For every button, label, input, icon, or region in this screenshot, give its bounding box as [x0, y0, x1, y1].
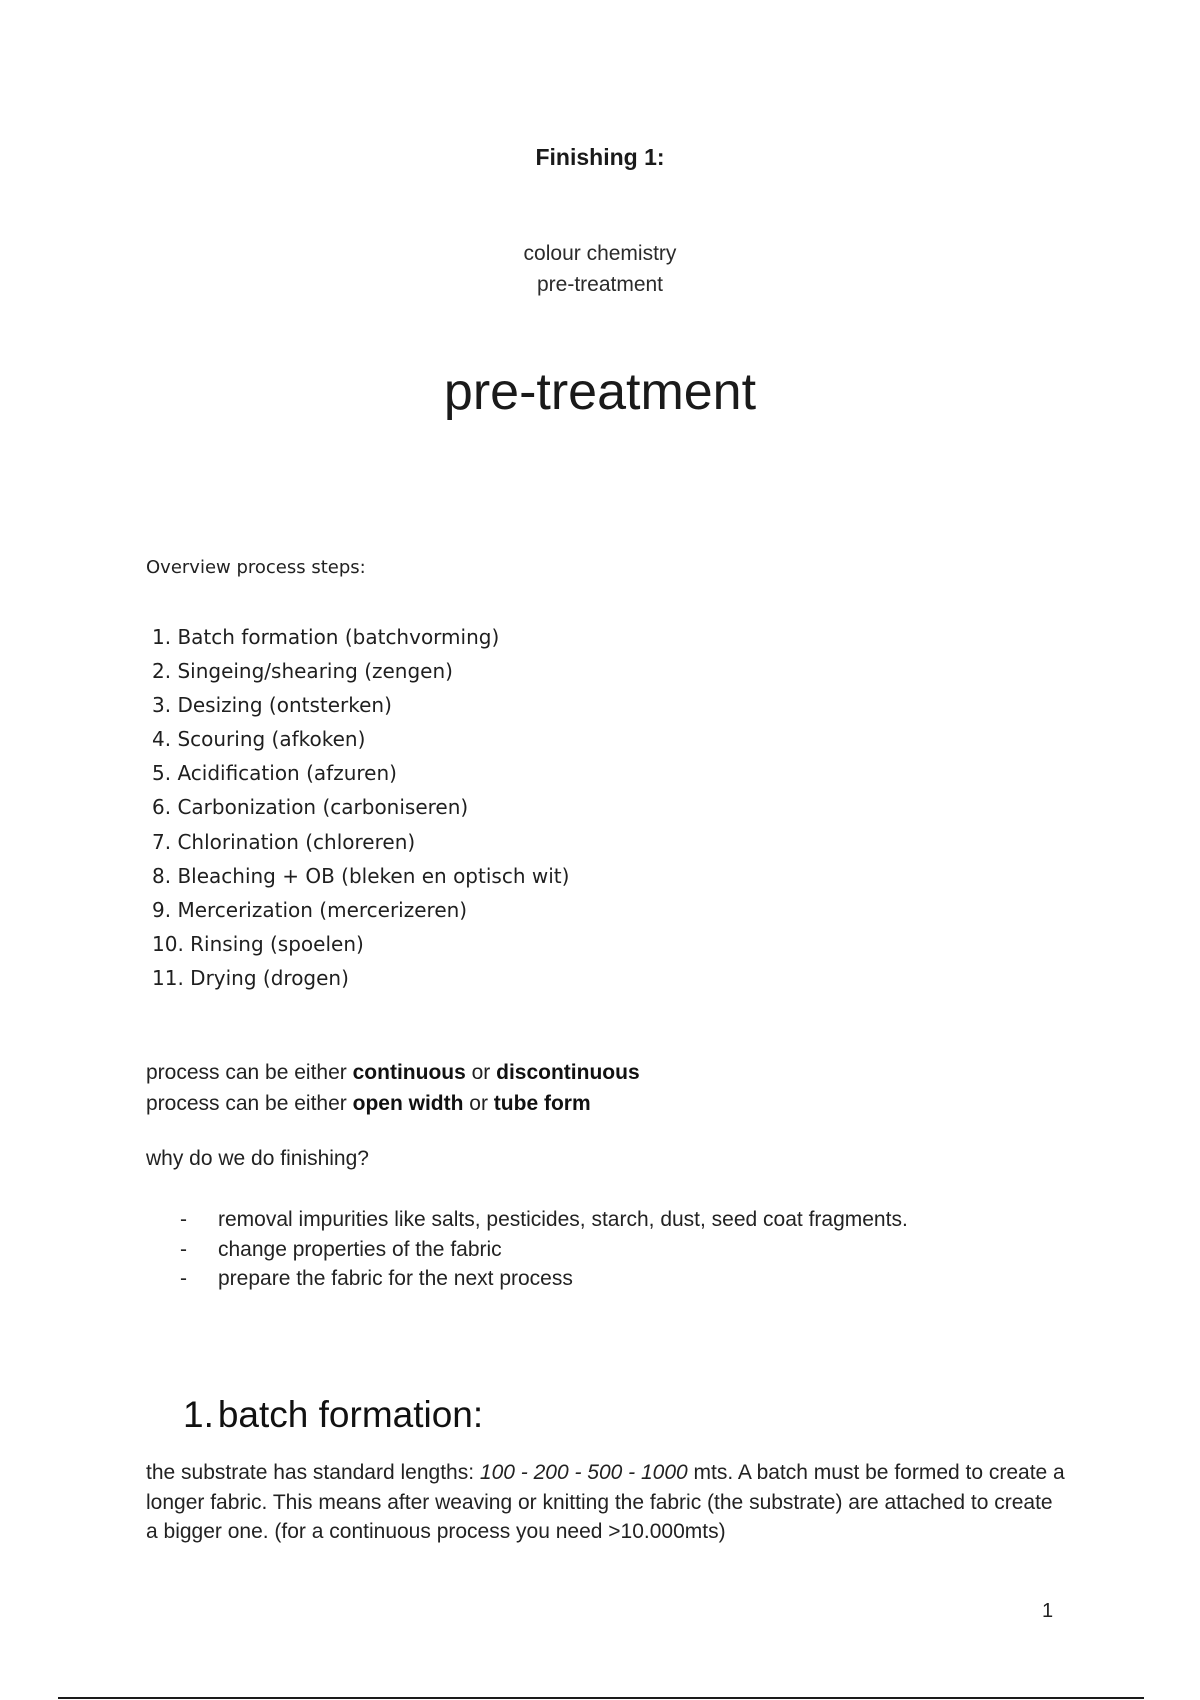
- process-step: 1. Batch formation (batchvorming): [152, 625, 500, 649]
- section-text-part: the substrate has standard lengths:: [146, 1461, 480, 1484]
- section-heading-text: batch formation:: [217, 1394, 484, 1435]
- process-steps-list: [152, 620, 569, 995]
- page-bottom-divider: [58, 1697, 1144, 1699]
- bullet-dash: -: [180, 1208, 187, 1231]
- reason-item: [180, 1235, 908, 1265]
- process-form-option-tube-form: tube form: [493, 1092, 591, 1115]
- process-step: 2. Singeing/shearing (zengen): [152, 659, 453, 684]
- process-step: 4. Scouring (afkoken): [152, 727, 366, 752]
- section-heading-batch-formation: [183, 1394, 483, 1436]
- section-body-text: [146, 1458, 1066, 1547]
- process-type-block: [146, 1057, 640, 1119]
- reason-text: removal impurities like salts, pesticides, starch, dust, seed coat fragments.: [218, 1208, 908, 1231]
- process-step: 11. Drying (drogen): [152, 965, 349, 990]
- process-form-option-open-width: open width: [352, 1092, 464, 1115]
- process-step: 10. Rinsing (spoelen): [152, 931, 364, 956]
- reason-item: [180, 1205, 908, 1235]
- standard-lengths: 100 - 200 - 500 - 1000: [479, 1461, 688, 1484]
- reason-item: [180, 1264, 908, 1294]
- process-step: 6. Carbonization (carboniseren): [152, 795, 469, 820]
- subtitle-line-1: colour chemistry: [523, 242, 677, 265]
- process-mode-option-continuous: continuous: [352, 1061, 466, 1084]
- process-form-line: [146, 1088, 640, 1119]
- process-mode-option-discontinuous: discontinuous: [496, 1061, 640, 1084]
- process-mode-joiner: or: [465, 1061, 497, 1084]
- reason-text: prepare the fabric for the next process: [218, 1267, 573, 1290]
- page-number: 1: [1042, 1600, 1054, 1622]
- subtitle-line-2: pre-treatment: [536, 273, 664, 296]
- process-mode-line: [146, 1057, 640, 1088]
- document-title: Finishing 1:: [535, 144, 665, 170]
- process-step: 5. Acidification (afzuren): [152, 761, 397, 786]
- main-title: pre-treatment: [443, 363, 757, 421]
- process-step: 7. Chlorination (chloreren): [152, 829, 416, 854]
- process-step: 8. Bleaching + OB (bleken en optisch wit): [152, 863, 570, 888]
- reasons-list: [180, 1205, 908, 1294]
- process-mode-prefix: process can be either: [146, 1061, 353, 1084]
- reason-text: change properties of the fabric: [218, 1237, 502, 1261]
- process-form-prefix: process can be either: [146, 1092, 353, 1115]
- bullet-dash: -: [180, 1267, 187, 1290]
- bullet-dash: -: [180, 1237, 187, 1261]
- overview-label: Overview process steps:: [146, 557, 366, 578]
- section-number: 1.: [183, 1394, 214, 1435]
- process-step: 3. Desizing (ontsterken): [152, 693, 392, 718]
- process-form-joiner: or: [463, 1092, 494, 1115]
- section-text-part: mts. A batch must be formed to create a longer fabric. This means after weaving or knitting the fabric (the substrate) are attached to create a bigger one. (for a continuous process you need >10.000mts): [146, 1461, 1065, 1543]
- process-step: 9. Mercerization (mercerizeren): [152, 897, 468, 922]
- subtitle-block: [0, 238, 1200, 300]
- why-question: why do we do finishing?: [146, 1147, 369, 1170]
